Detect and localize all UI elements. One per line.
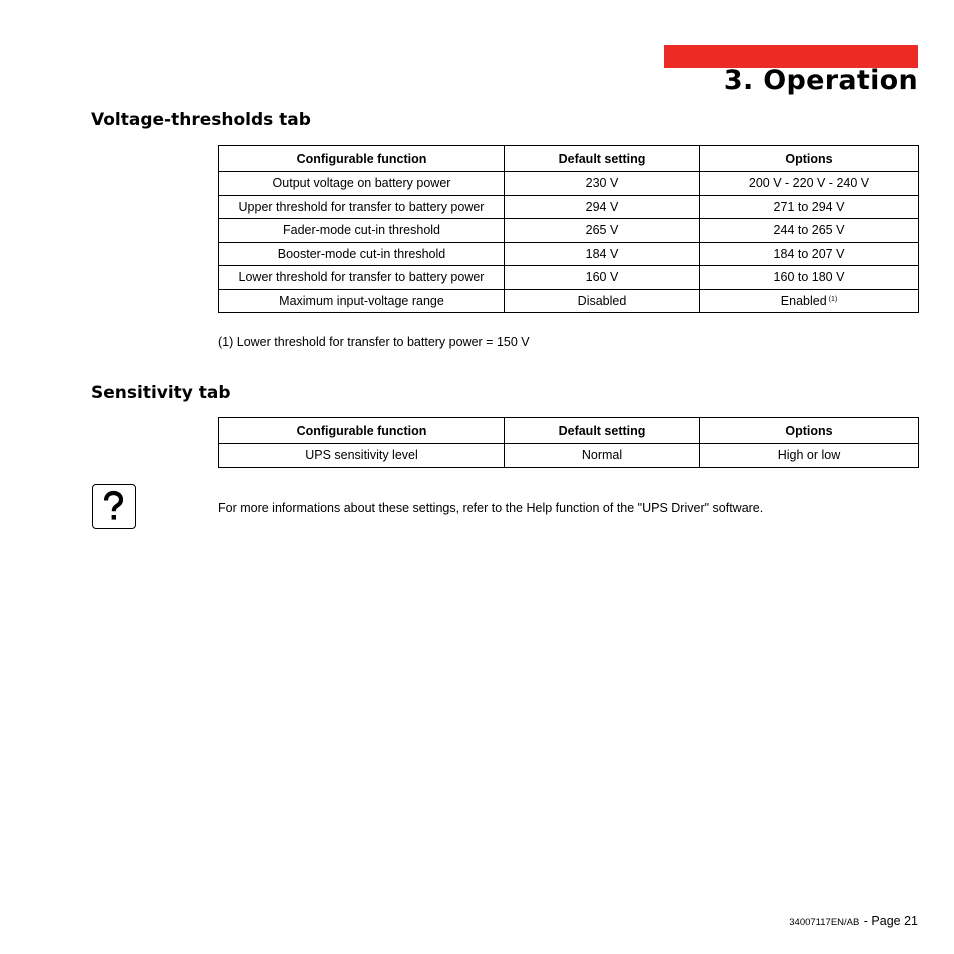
sensitivity-table [218,417,919,468]
question-mark-icon [92,484,136,529]
cell-default: 265 V [505,219,700,243]
cell-options: 184 to 207 V [700,242,919,266]
column-header-default: Default setting [505,418,700,444]
cell-options: 200 V - 220 V - 240 V [700,172,919,196]
table-row [219,195,919,219]
page-footer [789,912,918,930]
voltage-thresholds-table [218,145,919,313]
table-header-row [219,418,919,444]
table-row [219,242,919,266]
cell-options: High or low [700,444,919,468]
table-row [219,289,919,313]
page-number: - Page 21 [863,914,918,928]
voltage-thresholds-heading: Voltage-thresholds tab [91,110,311,130]
cell-options-text: Enabled [780,293,827,308]
document-reference: 34007117EN/AB [789,917,860,928]
table-row [219,219,919,243]
cell-options [700,289,919,313]
column-header-default: Default setting [505,146,700,172]
cell-function: Fader-mode cut-in threshold [219,219,505,243]
cell-default: Normal [505,444,700,468]
cell-function: Lower threshold for transfer to battery power [219,266,505,290]
cell-default: 294 V [505,195,700,219]
help-note: For more informations about these settings, refer to the Help function of the "UPS Driver" software. [218,501,764,515]
cell-function: Upper threshold for transfer to battery power [219,195,505,219]
cell-options: 160 to 180 V [700,266,919,290]
cell-default: 160 V [505,266,700,290]
cell-function: Output voltage on battery power [219,172,505,196]
table-row [219,444,919,468]
column-header-function: Configurable function [219,146,505,172]
footnote-reference: (1) [828,295,838,303]
chapter-title: 3. Operation [723,65,918,96]
cell-default: 230 V [505,172,700,196]
column-header-options: Options [700,418,919,444]
column-header-options: Options [700,146,919,172]
footnote: (1) Lower threshold for transfer to battery power = 150 V [218,335,530,349]
cell-default: Disabled [505,289,700,313]
cell-function: Booster-mode cut-in threshold [219,242,505,266]
cell-function: Maximum input-voltage range [219,289,505,313]
cell-options: 271 to 294 V [700,195,919,219]
cell-function: UPS sensitivity level [219,444,505,468]
table-header-row [219,146,919,172]
cell-options: 244 to 265 V [700,219,919,243]
cell-default: 184 V [505,242,700,266]
column-header-function: Configurable function [219,418,505,444]
table-row [219,266,919,290]
table-row [219,172,919,196]
sensitivity-heading: Sensitivity tab [91,383,231,403]
